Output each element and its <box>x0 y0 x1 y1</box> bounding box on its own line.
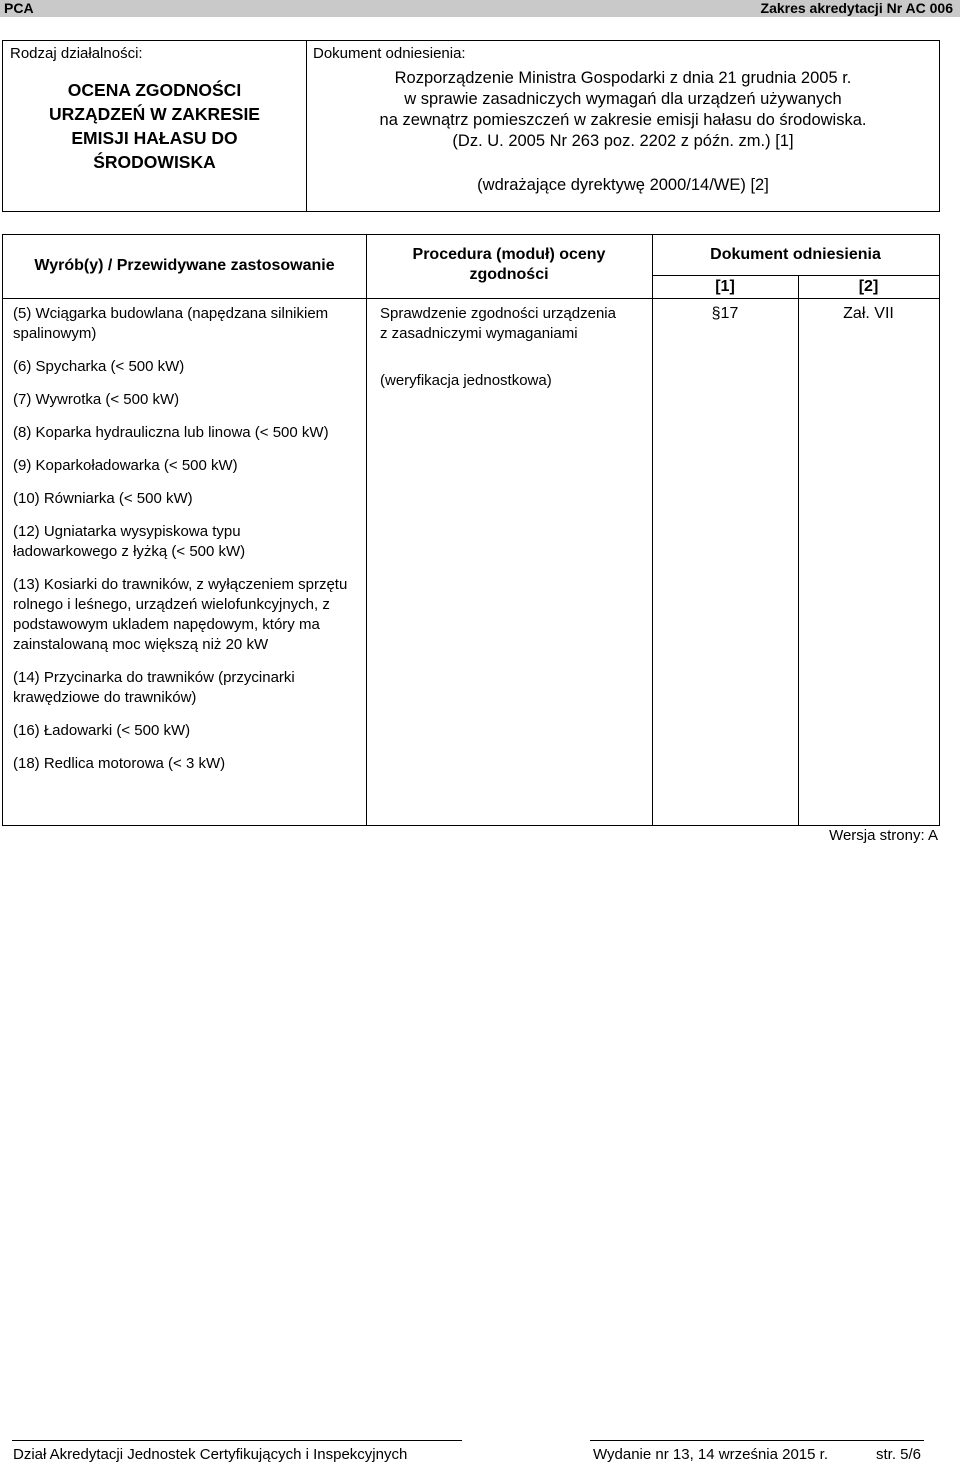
product-item: (5) Wciągarka budowlana (napędzana silnikiem spalinowym) <box>13 305 329 342</box>
reference-directive: (wdrażające dyrektywę 2000/14/WE) [2] <box>477 176 769 194</box>
procedure-text: Sprawdzenie zgodności urządzenia z zasadniczymi wymaganiami <box>380 305 616 342</box>
activity-title-line: EMISJI HAŁASU DO <box>71 128 238 148</box>
reference-label: Dokument odniesienia: <box>313 45 466 62</box>
subheader-divider <box>652 275 939 276</box>
column-subheader-2: [2] <box>858 278 879 295</box>
footer-page-number: str. 5/6 <box>876 1446 922 1463</box>
reference-line: (Dz. U. 2005 Nr 263 poz. 2202 z późn. zm.) [1] <box>452 132 794 150</box>
page-version: Wersja strony: A <box>829 827 938 844</box>
product-item: (12) Ugniatarka wysypiskowa typu ładowarkowego z łyżką (< 500 kW) <box>13 523 246 560</box>
footer-department: Dział Akredytacji Jednostek Certyfikujących i Inspekcyjnych <box>13 1446 408 1463</box>
scope-table <box>2 234 940 826</box>
reference-line: Rozporządzenie Ministra Gospodarki z dnia 21 grudnia 2005 r. <box>394 69 852 87</box>
column-header-procedure: Procedura (moduł) oceny zgodności <box>412 246 606 283</box>
column-subheader-1: [1] <box>715 278 735 295</box>
header-row-divider <box>652 298 939 299</box>
product-item: (9) Koparkoładowarka (< 500 kW) <box>13 457 238 474</box>
product-item: (16) Ładowarki (< 500 kW) <box>13 722 191 739</box>
activity-title-line: OCENA ZGODNOŚCI <box>67 80 242 100</box>
org-abbrev: PCA <box>4 0 34 16</box>
document-header <box>2 40 940 212</box>
footer-rule <box>590 1440 924 1441</box>
reference-line: w sprawie zasadniczych wymagań dla urządzeń używanych <box>404 90 842 108</box>
product-item: (10) Równiarka (< 500 kW) <box>13 490 193 507</box>
reference-doc-1: §17 <box>711 305 739 322</box>
product-item: (8) Koparka hydrauliczna lub linowa (< 500 kW) <box>13 424 329 441</box>
activity-label: Rodzaj działalności: <box>10 45 143 62</box>
activity-title-line: ŚRODOWISKA <box>93 152 216 172</box>
header-row-divider <box>3 298 652 299</box>
product-item: (13) Kosiarki do trawników, z wyłączeniem sprzętu rolnego i leśnego, urządzeń wielofunkcyjnych, z podstawowym ukladem napędowym, który ma zainstalowaną moc większą niż 20 kW <box>13 576 348 653</box>
column-divider <box>798 275 799 825</box>
column-header-products: Wyrób(y) / Przewidywane zastosowanie <box>34 257 335 274</box>
product-item: (18) Redlica motorowa (< 3 kW) <box>13 755 226 772</box>
reference-text <box>307 68 939 152</box>
product-list <box>13 304 358 787</box>
product-item: (14) Przycinarka do trawników (przycinarki krawędziowe do trawników) <box>13 669 295 706</box>
column-header-reference: Dokument odniesienia <box>710 246 881 263</box>
reference-line: na zewnątrz pomieszczeń w zakresie emisji hałasu do środowiska. <box>379 111 867 129</box>
reference-doc-2: Zał. VII <box>843 305 894 322</box>
column-divider <box>366 235 367 825</box>
product-item: (7) Wywrotka (< 500 kW) <box>13 391 180 408</box>
footer-rule <box>12 1440 462 1441</box>
top-bar <box>0 0 960 17</box>
activity-title <box>3 78 306 174</box>
product-item: (6) Spycharka (< 500 kW) <box>13 358 185 375</box>
activity-title-line: URZĄDZEŃ W ZAKRESIE <box>49 104 260 124</box>
accreditation-scope-title: Zakres akredytacji Nr AC 006 <box>760 0 953 16</box>
procedure-subtext: (weryfikacja jednostkowa) <box>380 372 552 389</box>
footer-edition: Wydanie nr 13, 14 września 2015 r. <box>593 1446 828 1463</box>
